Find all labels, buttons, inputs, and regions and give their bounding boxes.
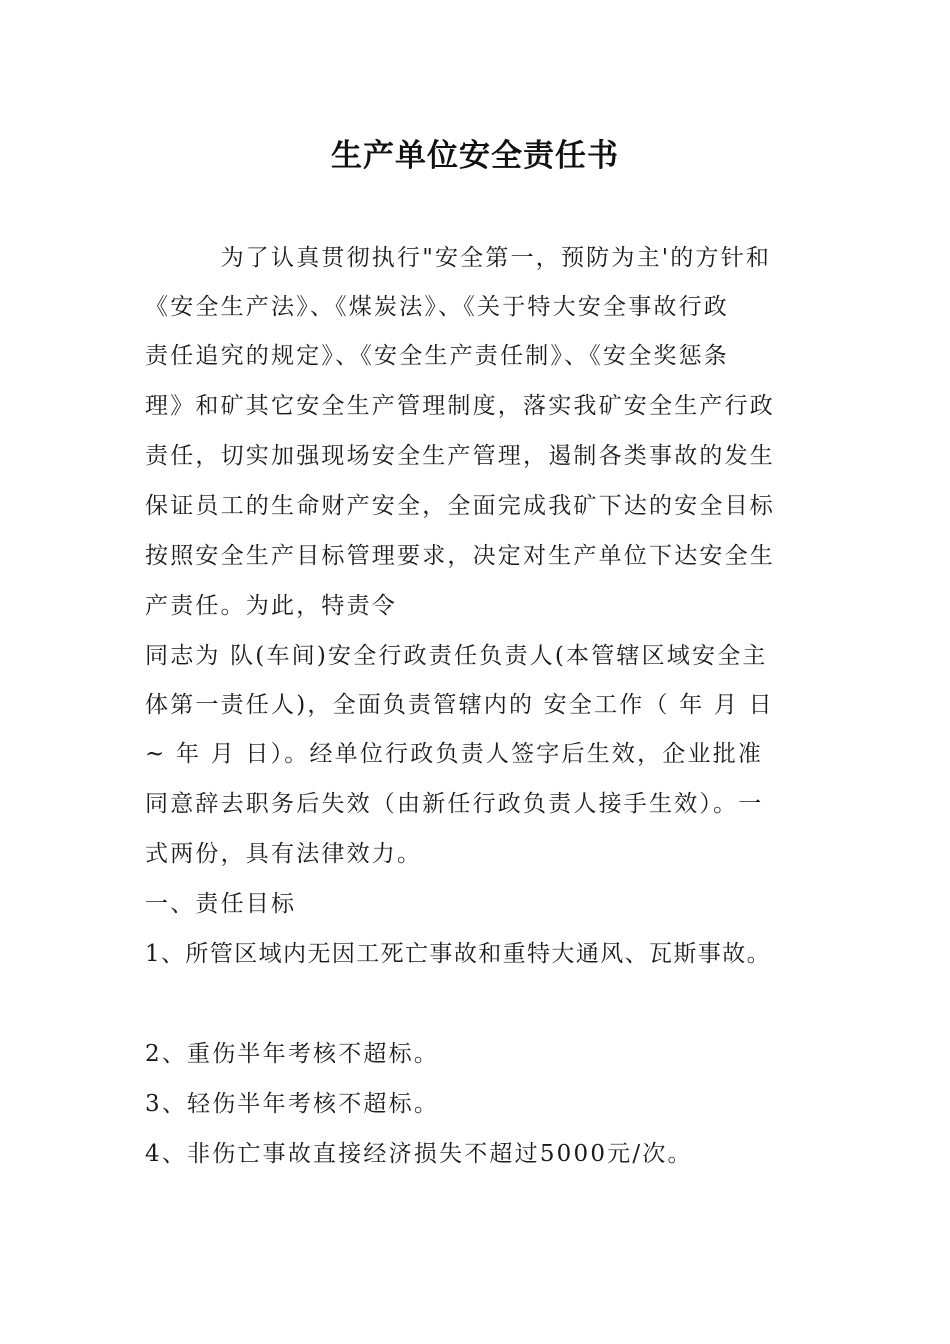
paragraph-line: 保证员工的生命财产安全，全面完成我矿下达的安全目标 xyxy=(145,493,775,519)
paragraph-line: 理》和矿其它安全生产管理制度，落实我矿安全生产行政 xyxy=(145,393,775,419)
paragraph-line: 同志为 队(车间)安全行政责任负责人(本管辖区域安全主 xyxy=(145,643,768,669)
paragraph-line: ~ 年 月 日）。经单位行政负责人签字后生效，企业批准 xyxy=(145,741,764,767)
section-heading: 一、责任目标 xyxy=(145,891,297,917)
paragraph-line: 责任，切实加强现场安全生产管理，遏制各类事故的发生 xyxy=(145,443,775,469)
paragraph-line: 式两份，具有法律效力。 xyxy=(145,841,423,867)
paragraph-line: 为了认真贯彻执行"安全第一，预防为主'的方针和 xyxy=(145,245,772,271)
paragraph-line: 同意辞去职务后失效（由新任行政负责人接手生效）。一 xyxy=(145,791,764,817)
document-title: 生产单位安全责任书 xyxy=(331,138,619,174)
list-item: 1、所管区域内无因工死亡事故和重特大通风、瓦斯事故。 xyxy=(145,941,772,967)
paragraph-line: 《安全生产法》、《煤炭法》、《关于特大安全事故行政 xyxy=(145,294,729,320)
paragraph-line: 责任追究的规定》、《安全生产责任制》、《安全奖惩条 xyxy=(145,343,729,369)
list-item: 2、重伤半年考核不超标。 xyxy=(145,1041,440,1067)
list-item: 4、非伤亡事故直接经济损失不超过5000元/次。 xyxy=(145,1141,693,1167)
paragraph-line: 体第一责任人)，全面负责管辖内的 安全工作（ 年 月 日 xyxy=(145,692,774,718)
paragraph-line: 产责任。为此，特责令 xyxy=(145,593,397,619)
list-item: 3、轻伤半年考核不超标。 xyxy=(145,1091,440,1117)
paragraph-line: 按照安全生产目标管理要求，决定对生产单位下达安全生 xyxy=(145,543,775,569)
